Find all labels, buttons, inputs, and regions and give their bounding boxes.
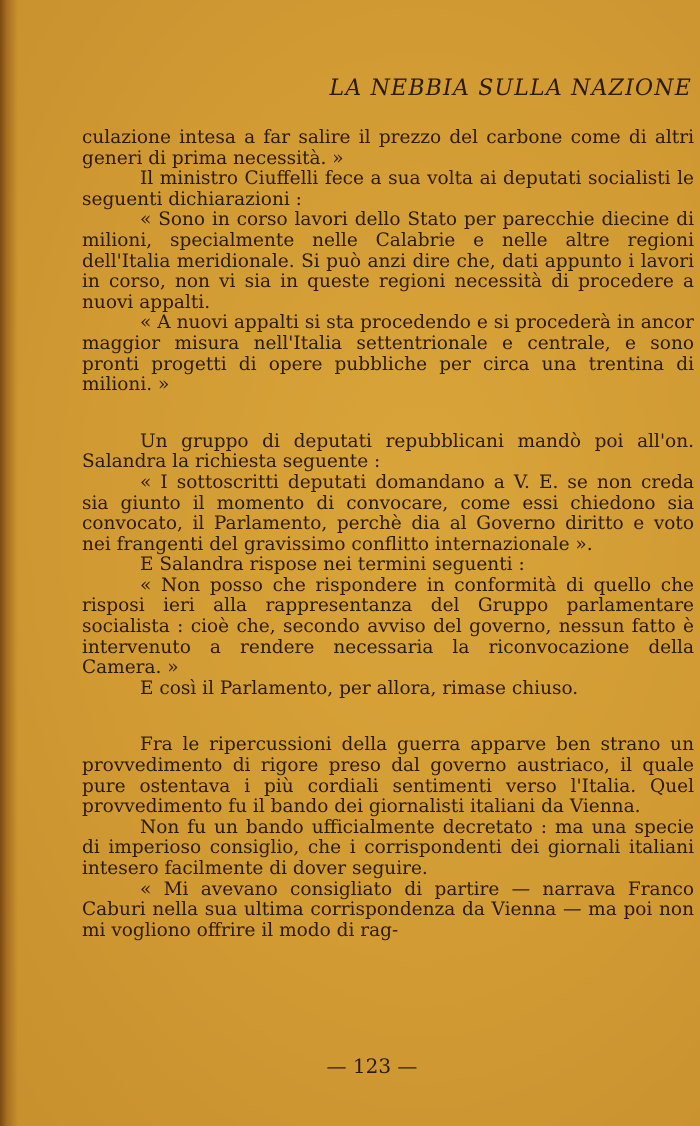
page-number: — 123 —	[326, 1054, 418, 1078]
paragraph: Fra le ripercussioni della guerra apparve ben strano un provvedimento di rigore preso dal governo austriaco, il quale pure ostentava i più cordiali sentimenti verso l'Italia. Quel provvedimento fu il bando dei giornalisti italiani da Vienna.	[82, 734, 694, 818]
paragraph: « A nuovi appalti si sta procedendo e si procederà in ancor maggior misura nell'Italia settentrionale e centrale, e sono pronti progetti di opere pubbliche per circa una trentina di milioni. »	[82, 312, 694, 396]
section-break	[82, 699, 694, 735]
paragraph: E Salandra rispose nei termini seguenti :	[140, 554, 525, 576]
paragraph: « I sottoscritti deputati domandano a V. E. se non creda sia giunto il momento di convocare, come essi chiedono sia convocato, il Parlamento, perchè dia al Governo diritto e voto nei frangenti del gravissimo conflitto internazionale ».	[82, 471, 694, 555]
paragraph: Non fu un bando ufficialmente decretato : ma una specie di imperioso consiglio, che i corrispondenti dei giornali italiani intesero facilmente di dover seguire.	[82, 816, 694, 879]
paragraph: E così il Parlamento, per allora, rimase chiuso.	[140, 677, 579, 699]
paragraph: Un gruppo di deputati repubblicani mandò poi all'on. Salandra la richiesta seguente :	[82, 430, 694, 473]
paragraph: culazione intesa a far salire il prezzo del carbone come di altri generi di prima necessità. »	[82, 127, 694, 169]
running-header: LA NEBBIA SULLA NAZIONE	[329, 76, 692, 101]
paragraph: « Sono in corso lavori dello Stato per parecchie diecine di milioni, specialmente nelle Calabrie e nelle altre regioni dell'Italia meridionale. Si può anzi dire che, dati appunto i lavori in corso, non vi sia in queste regioni necessità di procedere a nuovi appalti.	[82, 209, 694, 313]
paragraph: « Non posso che rispondere in conformità di quello che risposi ieri alla rappresentanza del Gruppo parlamentare socialista : cioè che, secondo avviso del governo, nessun fatto è intervenuto a rendere necessaria la riconvocazione della Camera. »	[82, 574, 694, 679]
page-binding-edge	[0, 0, 18, 1126]
section-break	[82, 396, 694, 432]
paragraph: « Mi avevano consigliato di partire — narrava Franco Caburi nella sua ultima corrispondenza da Vienna — ma poi non mi vogliono offrire il modo di rag-	[82, 878, 694, 941]
page-body	[82, 128, 694, 941]
paragraph: Il ministro Ciuffelli fece a sua volta ai deputati socialisti le seguenti dichiarazioni :	[82, 168, 694, 210]
